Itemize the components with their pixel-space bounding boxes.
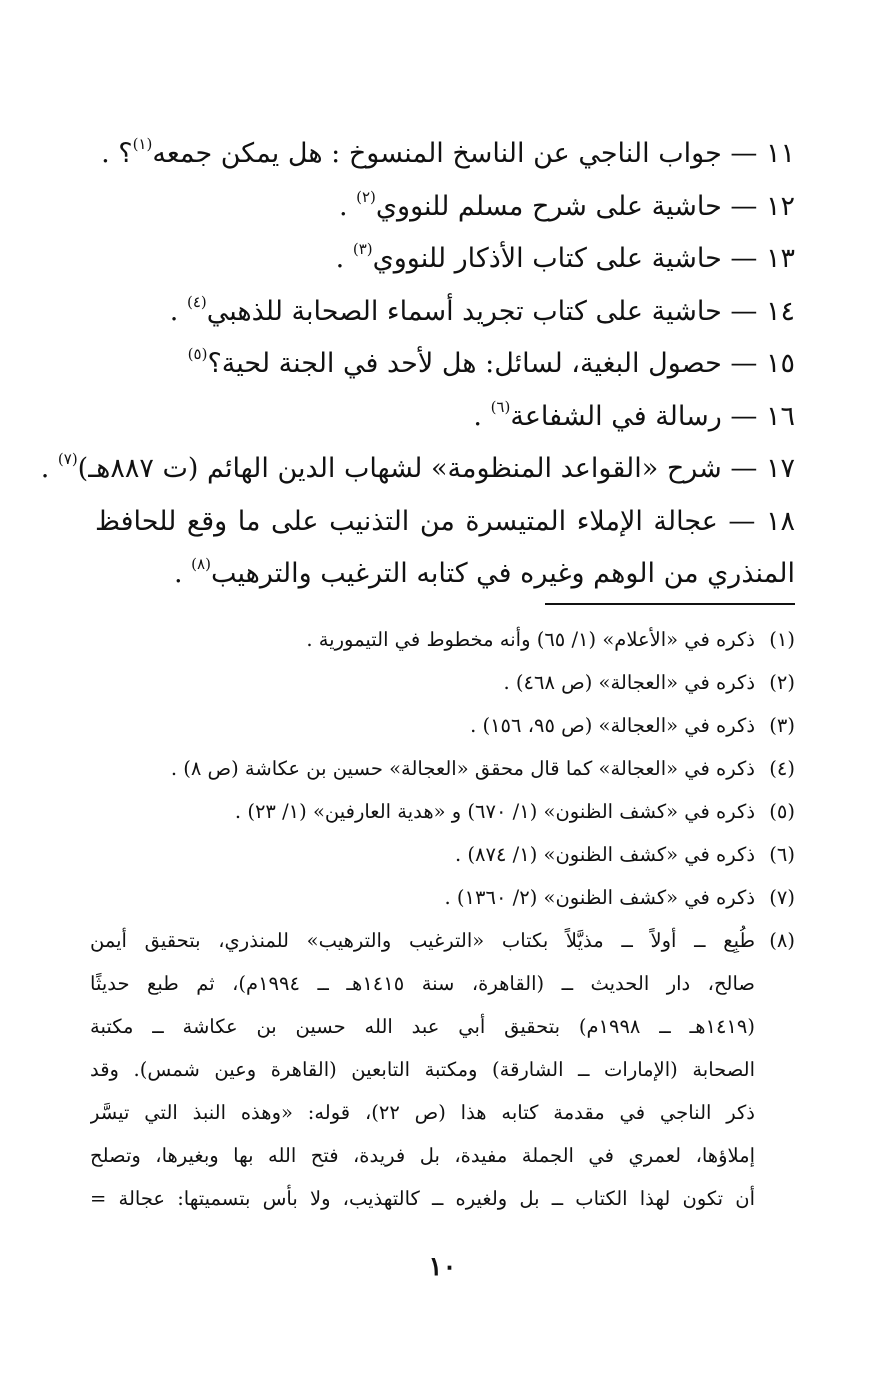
item-tail: . [335,243,353,274]
item-number: ١١ [765,138,795,169]
footnote-text: ذكره في «كشف الظنون» (٢/ ١٣٦٠) . [444,886,755,909]
item-text-continued: المنذري من الوهم وغيره في كتابه الترغيب والترهيب [210,558,795,589]
list-item [95,128,795,181]
footnote-line: الصحابة (الإمارات ــ الشارقة) ومكتبة التابعين (القاهرة وعين شمس). وقد [90,1058,755,1081]
footnote-number: (٥) [769,800,795,823]
list-item [95,233,795,286]
item-number: ١٥ [765,348,795,379]
item-tail: . [169,295,187,327]
footnote-number: (٣) [769,714,795,737]
item-tail: . [473,400,491,432]
item-text: حصول البغية، لسائل: هل لأحد في الجنة لحية؟ [207,348,722,379]
list-item [95,496,795,601]
footnote-ref: (٤) [186,292,207,311]
item-text: حاشية على شرح مسلم للنووي [375,190,722,222]
item-number: ١٣ [765,243,795,274]
item-separator: — [730,190,758,222]
footnote-number: (٤) [769,757,795,780]
footnote-line: إملاؤها، لعمري في الجملة مفيدة، بل فريدة، فتح الله بها وبغيرها، وتصلح [90,1144,755,1167]
item-text: جواب الناجي عن الناسخ المنسوخ : هل يمكن جمعه [152,138,722,169]
item-tail: . [338,190,357,222]
footnote [90,833,795,876]
footnote-number: (٧) [769,886,795,909]
item-line-2 [95,548,795,601]
footnote-number: (١) [769,628,795,651]
footnote-text: ذكره في «العجالة» (ص ٤٦٨) . [503,671,755,694]
footnote-ref: (١) [132,135,153,153]
item-separator: — [728,505,756,537]
footnote-ref: (٥) [187,345,208,363]
item-number: ١٧ [765,453,795,484]
item-separator: — [730,453,758,484]
footnotes [90,618,795,1220]
item-separator: — [730,295,758,327]
footnote-ref: (٢) [356,187,376,206]
item-number: ١٤ [765,295,795,327]
works-list [40,128,795,601]
item-separator: — [730,243,758,274]
item-line-1 [95,496,795,549]
footnote [90,661,795,704]
footnote-ref: (٧) [57,450,78,468]
footnote-line: صالح، دار الحديث ــ (القاهرة، سنة ١٤١٥هـ ــ ١٩٩٤م)، ثم طبع حديثًا [90,972,755,995]
footnote [90,876,795,919]
footnote [90,747,795,790]
footnote-number: (٢) [769,671,795,694]
item-number: ١٨ [765,505,795,537]
footnote-long [90,919,795,1220]
footnote-line: (١٤١٩هـ ــ ١٩٩٨م) بتحقيق أبي عبد الله حسين بن عكاشة ــ مكتبة [90,1015,755,1038]
footnote-divider [545,603,795,605]
item-text: عجالة الإملاء المتيسرة من التذنيب على ما وقع للحافظ [95,505,718,537]
item-number: ١٢ [765,190,795,222]
item-tail: . [40,453,58,484]
footnote-ref: (٣) [352,240,373,258]
footnote [90,790,795,833]
footnote-text: ذكره في «الأعلام» (١/ ٦٥) وأنه مخطوط في التيمورية . [306,628,755,651]
footnote-ref: (٦) [490,397,511,416]
footnote-line: طُبِع ــ أولاً ــ مذيَّلاً بكتاب «الترغيب والترهيب» للمنذري، بتحقيق أيمن [90,929,755,952]
page-number: ١٠ [428,1252,457,1282]
item-tail: ؟ . [101,138,133,169]
item-text: شرح «القواعد المنظومة» لشهاب الدين الهائم (ت ٨٨٧هـ) [77,453,722,484]
footnote [90,704,795,747]
item-separator: — [730,348,758,379]
item-tail: . [174,558,192,589]
footnote-text: ذكره في «العجالة» (ص ٩٥، ١٥٦) . [470,714,755,737]
footnote-line: ذكر الناجي في مقدمة كتابه هذا (ص ٢٢)، قوله: «وهذه النبذ التي تيسَّر [90,1101,755,1124]
footnote-ref: (٨) [191,555,211,573]
footnote-text: ذكره في «كشف الظنون» (١/ ٦٧٠) و «هدية العارفين» (١/ ٢٣) . [234,800,755,823]
footnote-lines [90,919,755,1220]
footnote-number: (٨) [769,929,795,952]
list-item [95,181,795,234]
footnote-number: (٦) [769,843,795,866]
item-text: رسالة في الشفاعة [510,400,722,432]
list-item [95,391,795,444]
footnote [90,618,795,661]
footnote-text: ذكره في «كشف الظنون» (١/ ٨٧٤) . [455,843,755,866]
item-separator: — [730,138,758,169]
list-item [95,338,795,391]
list-item [95,286,795,339]
list-item [40,443,795,496]
item-separator: — [730,400,758,432]
footnote-line: أن تكون لهذا الكتاب ــ بل ولغيره ــ كالتهذيب، ولا بأس بتسميتها: عجالة = [90,1187,755,1210]
item-text: حاشية على كتاب الأذكار للنووي [372,243,722,274]
item-number: ١٦ [765,400,795,432]
item-text: حاشية على كتاب تجريد أسماء الصحابة للذهبي [206,295,722,327]
footnote-text: ذكره في «العجالة» كما قال محقق «العجالة» حسين بن عكاشة (ص ٨) . [170,757,755,780]
